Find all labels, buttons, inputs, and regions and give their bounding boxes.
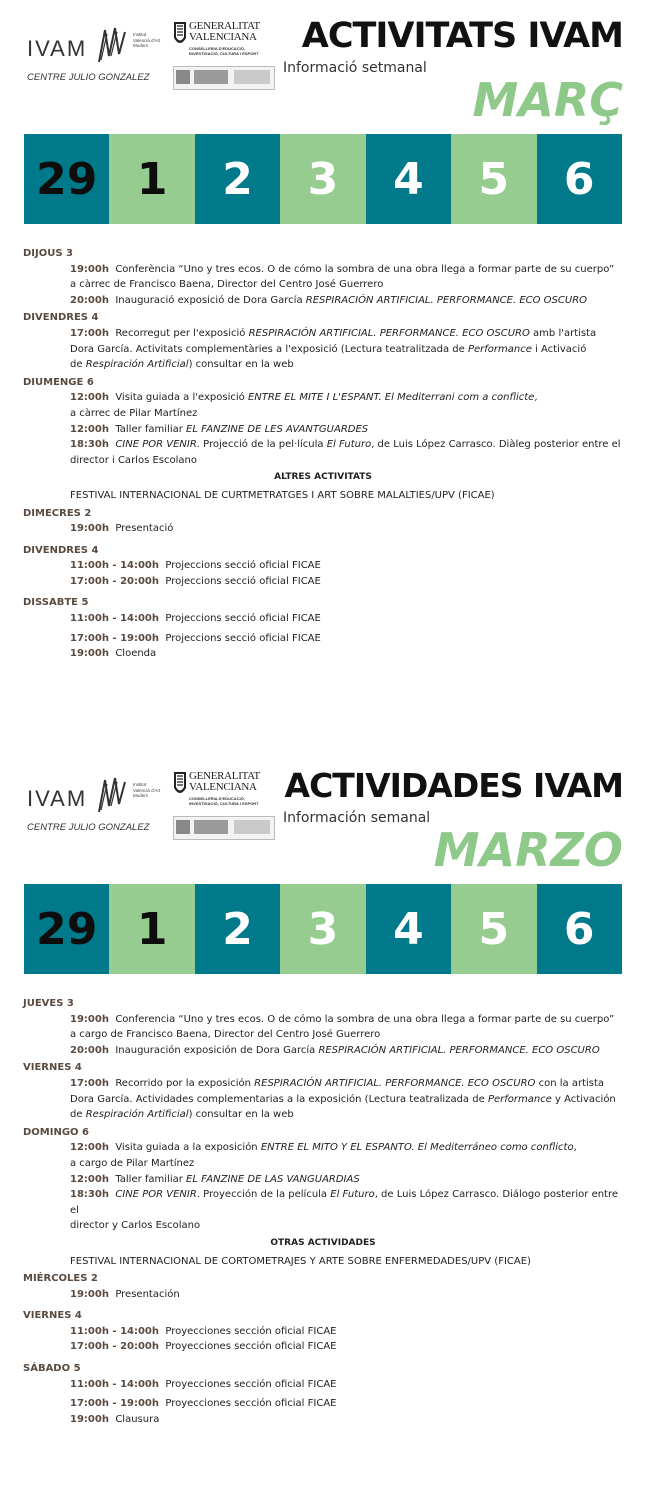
ivam-wordmark: IVAM (27, 786, 88, 811)
ministry-text-block (194, 70, 228, 84)
event: 19:00h Conferencia “Uno y tres ecos. O de cómo la sombra de una obra llega a formar parte de su cuerpo” a cargo de Francisco Baena, Director del Centro José Guerrero (70, 1013, 615, 1041)
section-spanish (0, 750, 645, 1500)
event: 12:00h Visita guiada a l'exposició ENTRE EL MITE I L'ESPANT. El Mediterrani com a conflicte, a càrrec de Pilar Martínez (70, 392, 538, 419)
event: 19:00h Cloenda (70, 648, 157, 660)
event: 11:00h - 14:00h Proyecciones sección oficial FICAE (70, 1325, 337, 1337)
agenda (23, 244, 623, 662)
event: 18:30h CINE POR VENIR. Proyección de la película El Futuro, de Luis López Carrasco. Diálogo posterior entre el director y Carlos Escolano (70, 1189, 619, 1232)
event: 17:00h - 20:00h Proyecciones sección oficial FICAE (70, 1341, 337, 1353)
section-heading: OTRAS ACTIVIDADES (270, 1237, 376, 1248)
event: 17:00h Recorrido por la exposición RESPIRACIÓN ARTIFICIAL. PERFORMANCE. ECO OSCURO con la artista Dora García. Actividades complementarias a la exposición (Lectura teatralizada de Performance y Activación de Respiración Artificial) consultar en la web (70, 1077, 616, 1121)
day-heading: DOMINGO 6 (23, 1126, 89, 1138)
ministry-text-block (234, 820, 270, 834)
date-cell: 3 (280, 134, 365, 224)
day-heading: DIMECRES 2 (23, 507, 92, 519)
section-heading: ALTRES ACTIVITATS (274, 472, 372, 483)
ministry-text-block (234, 70, 270, 84)
date-cell: 2 (195, 134, 280, 224)
day-heading: DIJOUS 3 (23, 248, 74, 259)
day-heading: DIVENDRES 4 (23, 544, 99, 556)
event: 11:00h - 14:00h Proyecciones sección oficial FICAE (70, 1378, 337, 1390)
date-cell: 6 (537, 134, 622, 224)
ivam-subtext: Institut Valencià d'Art Modern (133, 782, 161, 798)
event: 19:00h Presentació (70, 523, 174, 535)
ivam-subtext: Institut Valencià d'Art Modern (133, 32, 161, 48)
ministry-logo-box (173, 816, 275, 840)
date-strip (24, 884, 622, 974)
festival-title: FESTIVAL INTERNACIONAL DE CURTMETRATGES I ART SOBRE MALALTIES/UPV (FICAE) (70, 489, 495, 501)
ivam-signature-icon (95, 26, 129, 64)
shield-icon (173, 770, 187, 800)
agenda (23, 994, 623, 1427)
event: 12:00h Taller familiar EL FANZINE DE LAS VANGUARDIAS (70, 1173, 360, 1185)
page-title: ACTIVIDADES IVAM (284, 766, 623, 805)
ivam-signature-icon (95, 776, 129, 814)
day-heading: DIVENDRES 4 (23, 312, 99, 324)
event: 19:00h Presentación (70, 1288, 180, 1300)
festival-title: FESTIVAL INTERNACIONAL DE CORTOMETRAJES Y ARTE SOBRE ENFERMEDADES/UPV (FICAE) (70, 1255, 531, 1267)
ministry-emblem-icon (176, 70, 190, 84)
day-heading: VIERNES 4 (23, 1310, 82, 1322)
conselleria-text: CONSELLERIA D'EDUCACIÓ, INVESTIGACIÓ, CULTURA I ESPORT (189, 796, 259, 806)
generalitat-logo (173, 770, 273, 842)
day-heading: DISSABTE 5 (23, 597, 89, 609)
date-cell: 29 (24, 884, 109, 974)
generalitat-title: GENERALITAT VALENCIANA (189, 770, 260, 793)
date-cell: 5 (451, 884, 536, 974)
ministry-logo-box (173, 66, 275, 90)
day-heading: VIERNES 4 (23, 1062, 82, 1074)
shield-icon (173, 20, 187, 50)
date-cell: 4 (366, 134, 451, 224)
day-heading: MIÉRCOLES 2 (23, 1273, 98, 1285)
page-title: ACTIVITATS IVAM (301, 16, 623, 56)
date-cell: 5 (451, 134, 536, 224)
day-heading: JUEVES 3 (23, 998, 74, 1009)
event: 20:00h Inauguració exposició de Dora García RESPIRACIÓN ARTIFICIAL. PERFORMANCE. ECO OSCURO (70, 294, 588, 306)
event: 11:00h - 14:00h Projeccions secció oficial FICAE (70, 560, 321, 572)
day-heading: DIUMENGE 6 (23, 376, 94, 388)
date-cell: 6 (537, 884, 622, 974)
date-cell: 2 (195, 884, 280, 974)
month-label: MARÇ (472, 73, 623, 127)
date-strip (24, 134, 622, 224)
event: 18:30h CINE POR VENIR. Projecció de la pel·lícula El Futuro, de Luis López Carrasco. Diàleg posterior entre el director i Carlos Escolano (70, 439, 621, 466)
event: 12:00h Visita guiada a la exposición ENTRE EL MITO Y EL ESPANTO. El Mediterráneo como conflicto, a cargo de Pilar Martínez (70, 1142, 577, 1169)
page-subtitle: Informació setmanal (283, 60, 427, 76)
date-cell: 1 (109, 134, 194, 224)
month-label: MARZO (433, 823, 623, 877)
generalitat-title: GENERALITAT VALENCIANA (189, 20, 260, 43)
event: 19:00h Conferència “Uno y tres ecos. O de cómo la sombra de una obra llega a formar parte de su cuerpo” a càrrec de Francisco Baena, Director del Centro José Guerrero (70, 263, 615, 291)
ministry-text-block (194, 820, 228, 834)
event: 17:00h - 20:00h Projeccions secció oficial FICAE (70, 575, 321, 587)
generalitat-logo (173, 20, 273, 92)
ivam-wordmark: IVAM (27, 36, 88, 61)
conselleria-text: CONSELLERIA D'EDUCACIÓ, INVESTIGACIÓ, CULTURA I ESPORT (189, 46, 259, 56)
event: 17:00h - 19:00h Projeccions secció oficial FICAE (70, 632, 321, 644)
event: 19:00h Clausura (70, 1413, 160, 1425)
date-cell: 4 (366, 884, 451, 974)
date-cell: 1 (109, 884, 194, 974)
event: 20:00h Inauguración exposición de Dora García RESPIRACIÓN ARTIFICIAL. PERFORMANCE. ECO OSCURO (70, 1044, 600, 1056)
ministry-emblem-icon (176, 820, 190, 834)
ivam-logo (27, 22, 161, 84)
date-cell: 29 (24, 134, 109, 224)
date-cell: 3 (280, 884, 365, 974)
event: 12:00h Taller familiar EL FANZINE DE LES AVANTGUARDES (70, 423, 369, 435)
event: 11:00h - 14:00h Projeccions secció oficial FICAE (70, 613, 321, 625)
ivam-logo (27, 772, 161, 834)
centre-name: CENTRE JULIO GONZALEZ (27, 822, 150, 833)
page-subtitle: Información semanal (283, 810, 431, 826)
day-heading: SÁBADO 5 (23, 1363, 81, 1375)
centre-name: CENTRE JULIO GONZALEZ (27, 72, 150, 83)
event: 17:00h Recorregut per l'exposició RESPIRACIÓN ARTIFICIAL. PERFORMANCE. ECO OSCURO amb l'artista Dora García. Activitats complementàries a l'exposició (Lectura teatralitzada de Performance i Activació de Respiración Artificial) consultar en la web (70, 327, 597, 371)
event: 17:00h - 19:00h Proyecciones sección oficial FICAE (70, 1398, 337, 1410)
